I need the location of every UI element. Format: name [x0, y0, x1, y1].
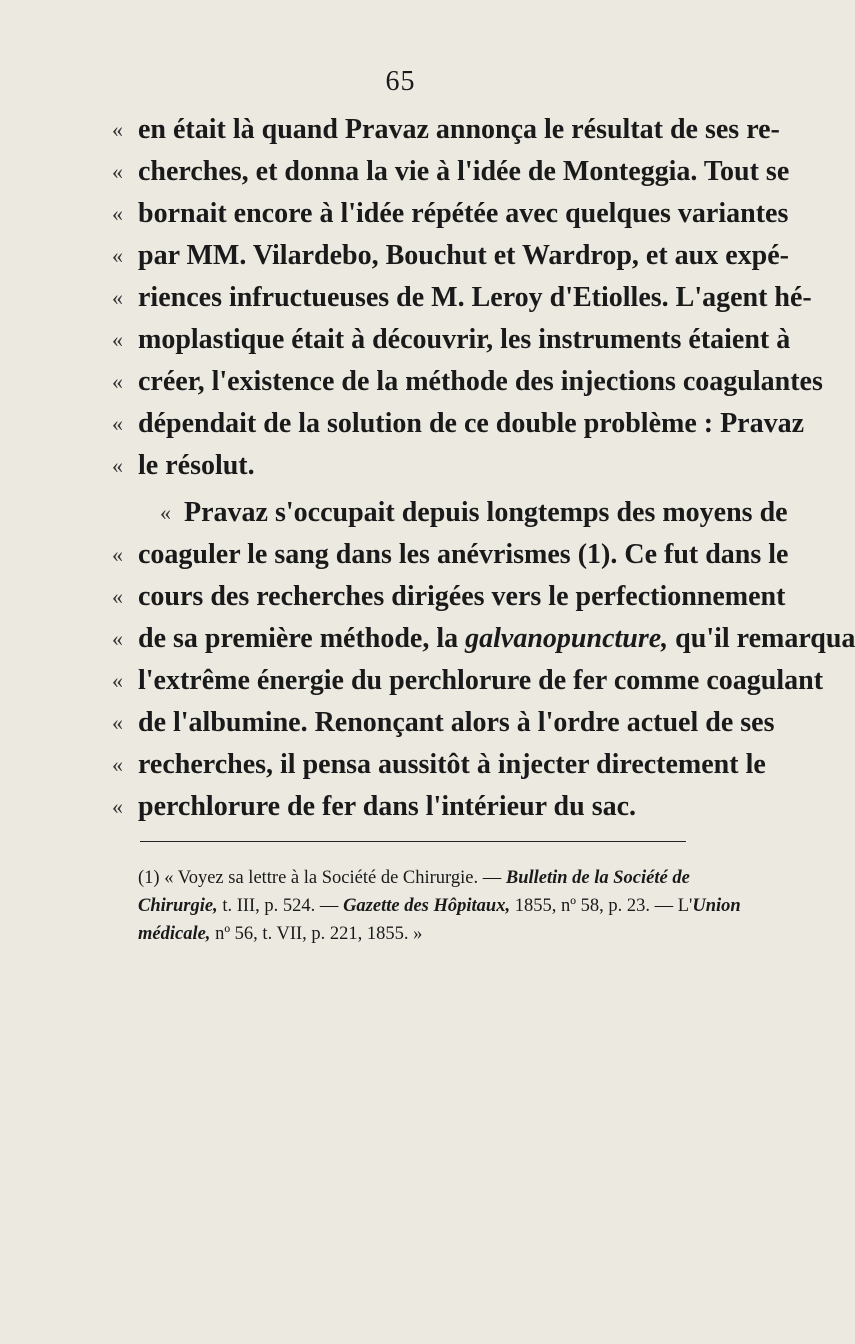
text-line: [0, 535, 801, 575]
text-line: [0, 787, 801, 827]
text-line: [0, 236, 801, 276]
line-text: par MM. Vilardebo, Bouchut et Wardrop, et aux expé-: [138, 240, 789, 271]
text-line: [0, 745, 801, 785]
footnote-line: [138, 920, 685, 948]
text-line: [0, 577, 801, 617]
text-line: [0, 493, 801, 533]
text-line: [0, 278, 812, 318]
line-text: perchlorure de fer dans l'intérieur du sac.: [138, 791, 637, 822]
footnote-text: t. III, p. 524. —: [217, 896, 344, 916]
footnote-citation: Union: [692, 896, 741, 916]
text-line: [0, 194, 801, 234]
quote-mark: «: [112, 542, 123, 567]
quote-mark: «: [112, 285, 123, 310]
footnote-text: 1855, nº 58, p. 23. — L': [510, 896, 693, 916]
footnote-line: [138, 892, 741, 920]
quote-mark: «: [112, 117, 123, 142]
line-text: riences infructueuses de M. Leroy d'Etiolles. L'agent hé-: [138, 282, 812, 313]
line-text: créer, l'existence de la méthode des injections coagulantes: [138, 366, 823, 397]
footnote-citation: Gazette des Hôpitaux,: [343, 896, 511, 916]
line-text: recherches, il pensa aussitôt à injecter directement le: [138, 749, 766, 780]
line-text: le résolut.: [138, 450, 255, 481]
quote-mark: «: [112, 243, 123, 268]
quote-mark: «: [112, 159, 123, 184]
page-number: 65: [385, 66, 416, 97]
text-line: [0, 661, 824, 701]
quote-mark: «: [112, 369, 123, 394]
line-text: de l'albumine. Renonçant alors à l'ordre actuel de ses: [138, 707, 775, 738]
footnote-rule: [140, 841, 686, 842]
line-text-part: de sa première méthode, la: [138, 623, 466, 654]
quote-mark: «: [112, 411, 123, 436]
footnote-citation: médicale,: [138, 924, 211, 944]
quote-mark: «: [160, 500, 171, 525]
quote-mark: «: [112, 453, 123, 478]
footnote-citation: Bulletin de la Société de: [505, 868, 690, 888]
line-text: moplastique était à découvrir, les instruments étaient à: [138, 324, 791, 355]
quote-mark: «: [112, 752, 123, 777]
footnote-marker: (1): [138, 868, 160, 888]
text-line: [0, 110, 801, 150]
quote-mark: «: [112, 584, 123, 609]
line-text: cherches, et donna la vie à l'idée de Monteggia. Tout se: [138, 156, 790, 187]
line-text: cours des recherches dirigées vers le perfectionnement: [138, 581, 786, 612]
quote-mark: «: [112, 668, 123, 693]
quote-mark: «: [112, 327, 123, 352]
line-text: dépendait de la solution de ce double problème : Pravaz: [138, 408, 805, 439]
footnote-citation: Chirurgie,: [138, 896, 218, 916]
line-text: bornait encore à l'idée répétée avec quelques variantes: [138, 198, 789, 229]
quote-mark: «: [112, 710, 123, 735]
line-text: l'extrême énergie du perchlorure de fer comme coagulant: [138, 665, 824, 696]
line-text-part: qu'il remarqua: [668, 623, 855, 654]
text-line: [0, 703, 801, 743]
text-line: [0, 404, 805, 444]
quote-mark: «: [112, 201, 123, 226]
text-line: [0, 320, 801, 360]
text-line: [0, 152, 801, 192]
footnote-text: « Voyez sa lettre à la Société de Chirurgie. —: [159, 868, 506, 888]
line-text: [138, 619, 855, 659]
footnote-text: nº 56, t. VII, p. 221, 1855. »: [210, 924, 423, 944]
footnote-line: [138, 864, 690, 892]
text-line: [0, 362, 823, 402]
text-line: [0, 619, 855, 659]
quote-mark: «: [112, 626, 123, 651]
quote-mark: «: [112, 794, 123, 819]
line-text: coaguler le sang dans les anévrismes (1). Ce fut dans le: [138, 539, 789, 570]
line-text: en était là quand Pravaz annonça le résultat de ses re-: [138, 114, 780, 145]
text-line: [0, 446, 801, 486]
line-text: Pravaz s'occupait depuis longtemps des moyens de: [184, 497, 788, 528]
italic-term: galvanopuncture,: [465, 623, 669, 654]
